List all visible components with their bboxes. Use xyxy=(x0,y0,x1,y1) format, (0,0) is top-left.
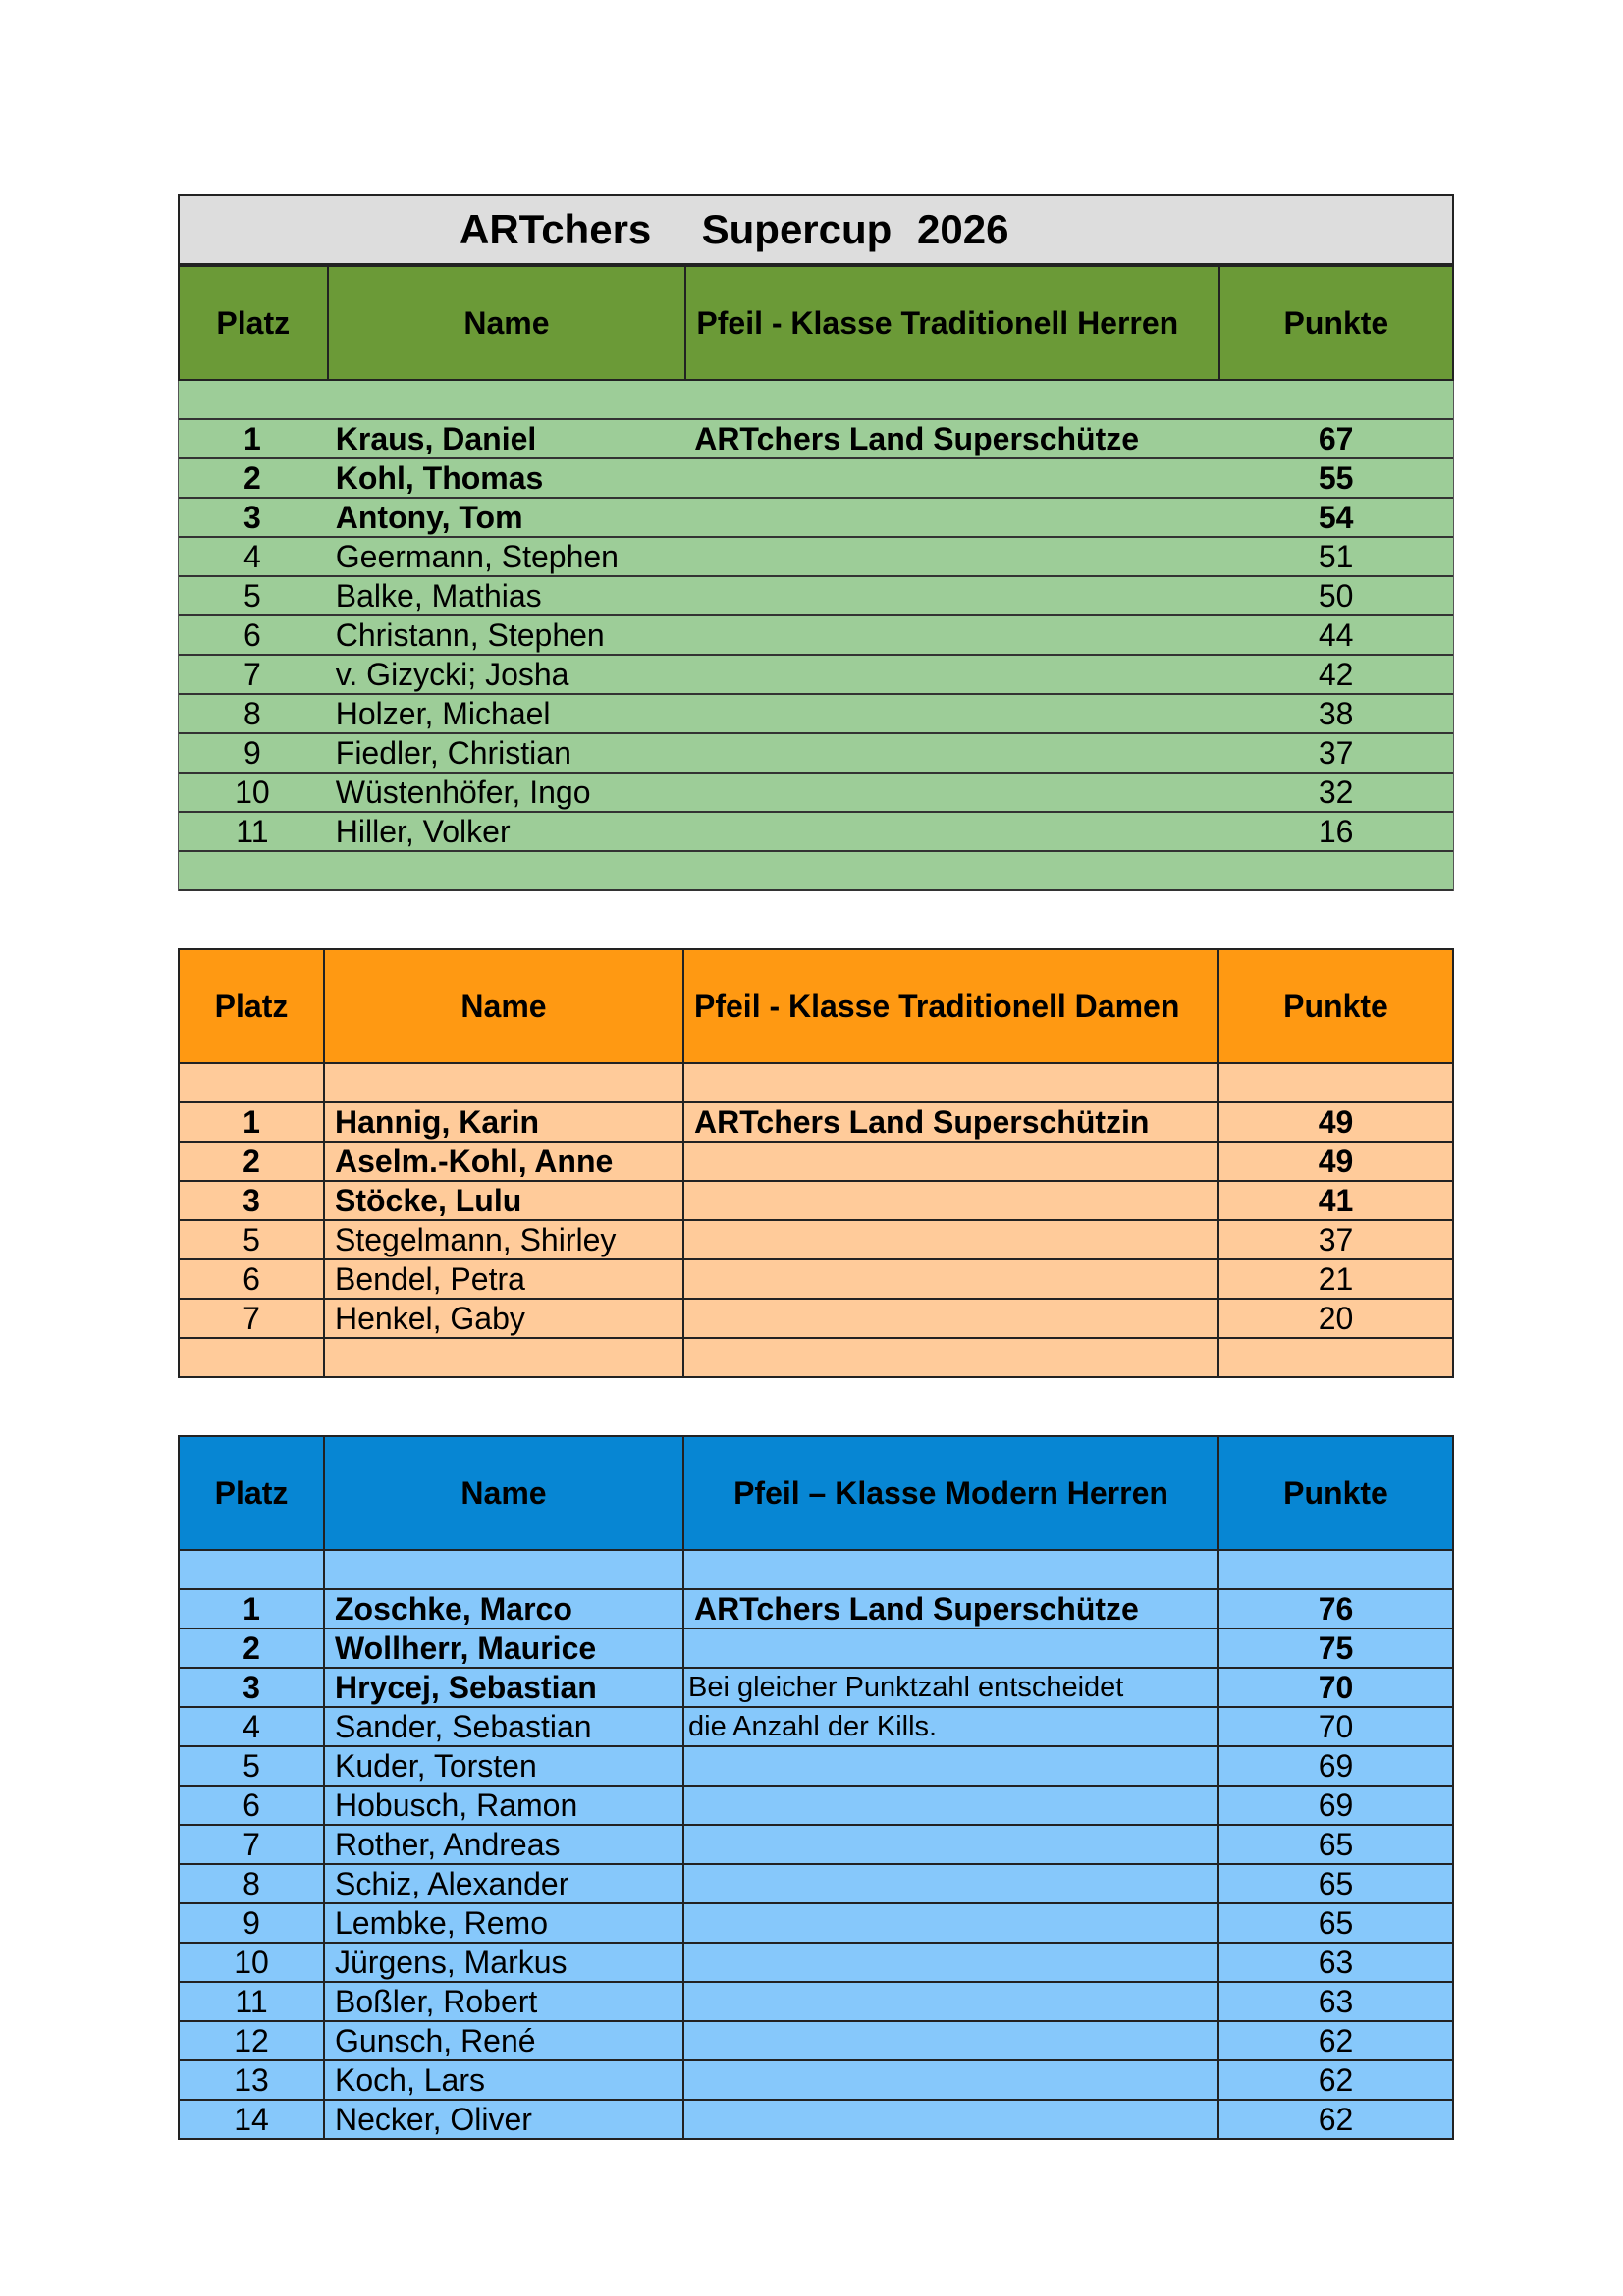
rank-cell: 4 xyxy=(243,538,261,574)
rank-cell: 8 xyxy=(243,695,261,731)
header-name: Name xyxy=(327,267,685,379)
rank-cell: 7 xyxy=(178,1300,325,1339)
table-body xyxy=(178,381,1454,891)
class-cell xyxy=(684,656,1218,693)
name-cell: Kohl, Thomas xyxy=(335,459,544,496)
rank-cell: 1 xyxy=(178,1103,325,1143)
header-place: Platz xyxy=(178,1435,325,1551)
table-row xyxy=(178,1629,1454,1669)
rank-cell: 2 xyxy=(178,1143,325,1182)
points-cell: 63 xyxy=(1219,1983,1454,2022)
rank-cell: 5 xyxy=(178,1221,325,1260)
name-cell: Hiller, Volker xyxy=(335,813,511,849)
class-cell xyxy=(684,1629,1219,1669)
rank-cell: 8 xyxy=(178,1865,325,1904)
title-part-2: Supercup 2026 xyxy=(701,206,1009,252)
points-cell: 41 xyxy=(1219,1182,1454,1221)
table-row xyxy=(179,420,1453,459)
table-row xyxy=(178,1669,1454,1708)
table-row xyxy=(178,1260,1454,1300)
class-cell xyxy=(684,2061,1219,2101)
class-cell: die Anzahl der Kills. xyxy=(684,1708,1219,1747)
table-row xyxy=(178,1221,1454,1260)
name-cell: Hrycej, Sebastian xyxy=(325,1669,684,1708)
name-cell: Fiedler, Christian xyxy=(335,734,571,771)
rank-cell: 7 xyxy=(243,656,261,692)
table-row xyxy=(179,577,1453,616)
points-cell: 67 xyxy=(1318,420,1354,456)
rank-cell: 5 xyxy=(178,1747,325,1787)
table-row xyxy=(179,734,1453,774)
class-cell xyxy=(684,2022,1219,2061)
title-part-1: ARTchers xyxy=(460,206,652,252)
name-cell: Stöcke, Lulu xyxy=(325,1182,684,1221)
table-row xyxy=(178,2061,1454,2101)
points-cell: 54 xyxy=(1318,499,1354,535)
points-cell: 62 xyxy=(1219,2022,1454,2061)
header-place: Platz xyxy=(178,948,325,1064)
table-header xyxy=(178,948,1454,1064)
points-cell: 70 xyxy=(1219,1669,1454,1708)
rank-cell: 4 xyxy=(178,1708,325,1747)
class-cell xyxy=(684,1260,1219,1300)
points-cell: 55 xyxy=(1318,459,1354,496)
table-row xyxy=(178,1590,1454,1629)
name-cell: v. Gizycki; Josha xyxy=(335,656,569,692)
class-cell xyxy=(684,1904,1219,1944)
rank-cell: 14 xyxy=(178,2101,325,2140)
table-row xyxy=(179,774,1453,813)
table-row xyxy=(178,1865,1454,1904)
class-cell xyxy=(684,1787,1219,1826)
table-traditionell-damen xyxy=(178,948,1454,1378)
rank-cell: 1 xyxy=(243,420,261,456)
name-cell: Christann, Stephen xyxy=(335,616,605,653)
header-class: Pfeil - Klasse Traditionell Damen xyxy=(684,948,1219,1064)
table-body xyxy=(178,1064,1454,1378)
name-cell: Wüstenhöfer, Ingo xyxy=(335,774,591,810)
class-cell xyxy=(684,734,1218,772)
class-cell xyxy=(684,577,1218,614)
class-cell xyxy=(684,1944,1219,1983)
rank-cell: 3 xyxy=(178,1182,325,1221)
table-row xyxy=(179,499,1453,538)
rank-cell: 6 xyxy=(243,616,261,653)
class-cell xyxy=(684,1826,1219,1865)
name-cell: Wollherr, Maurice xyxy=(325,1629,684,1669)
points-cell: 76 xyxy=(1219,1590,1454,1629)
points-cell: 37 xyxy=(1318,734,1354,771)
class-cell xyxy=(684,1983,1219,2022)
name-cell: Kraus, Daniel xyxy=(335,420,537,456)
name-cell: Hobusch, Ramon xyxy=(325,1787,684,1826)
table-row xyxy=(178,1944,1454,1983)
table-row xyxy=(179,538,1453,577)
header-place: Platz xyxy=(216,304,291,341)
class-cell xyxy=(684,538,1218,575)
name-cell: Antony, Tom xyxy=(335,499,523,535)
class-cell xyxy=(684,2101,1219,2140)
name-cell: Sander, Sebastian xyxy=(325,1708,684,1747)
header-class: Pfeil - Klasse Traditionell Herren xyxy=(684,267,1217,379)
name-cell: Jürgens, Markus xyxy=(325,1944,684,1983)
table-row xyxy=(178,1787,1454,1826)
rank-cell: 7 xyxy=(178,1826,325,1865)
name-cell: Hannig, Karin xyxy=(325,1103,684,1143)
rank-cell: 3 xyxy=(178,1669,325,1708)
points-cell: 16 xyxy=(1318,813,1354,849)
spacer-row xyxy=(178,1064,1454,1103)
name-cell: Zoschke, Marco xyxy=(325,1590,684,1629)
points-cell: 38 xyxy=(1318,695,1354,731)
rank-cell: 2 xyxy=(243,459,261,496)
spacer-row xyxy=(178,1551,1454,1590)
table-row xyxy=(179,656,1453,695)
class-cell xyxy=(684,1143,1219,1182)
table-row xyxy=(178,1143,1454,1182)
class-cell xyxy=(684,499,1218,536)
table-row xyxy=(178,1826,1454,1865)
class-cell xyxy=(684,1182,1219,1221)
table-row xyxy=(179,695,1453,734)
class-cell: ARTchers Land Superschütze xyxy=(684,1590,1219,1629)
rank-cell: 9 xyxy=(243,734,261,771)
class-cell xyxy=(684,616,1218,654)
spacer-row xyxy=(178,1339,1454,1378)
rank-cell: 9 xyxy=(178,1904,325,1944)
table-row xyxy=(178,1103,1454,1143)
class-cell xyxy=(684,1300,1219,1339)
name-cell: Geermann, Stephen xyxy=(335,538,619,574)
points-cell: 42 xyxy=(1318,656,1354,692)
rank-cell: 11 xyxy=(236,813,269,849)
name-cell: Aselm.-Kohl, Anne xyxy=(325,1143,684,1182)
rank-cell: 10 xyxy=(178,1944,325,1983)
name-cell: Holzer, Michael xyxy=(335,695,551,731)
table-row xyxy=(179,813,1453,852)
class-cell: ARTchers Land Superschützin xyxy=(684,1103,1219,1143)
name-cell: Schiz, Alexander xyxy=(325,1865,684,1904)
points-cell: 49 xyxy=(1219,1143,1454,1182)
table-row xyxy=(178,1983,1454,2022)
class-cell xyxy=(684,1221,1219,1260)
rank-cell: 10 xyxy=(235,774,270,810)
points-cell: 32 xyxy=(1318,774,1354,810)
points-cell: 70 xyxy=(1219,1708,1454,1747)
table-row xyxy=(178,1747,1454,1787)
points-cell: 69 xyxy=(1219,1747,1454,1787)
points-cell: 75 xyxy=(1219,1629,1454,1669)
header-points: Punkte xyxy=(1219,1435,1454,1551)
points-cell: 62 xyxy=(1219,2101,1454,2140)
name-cell: Balke, Mathias xyxy=(335,577,542,614)
table-body xyxy=(178,1551,1454,2140)
points-cell: 63 xyxy=(1219,1944,1454,1983)
name-cell: Boßler, Robert xyxy=(325,1983,684,2022)
table-traditionell-herren xyxy=(178,194,1454,891)
table-row xyxy=(179,459,1453,499)
name-cell: Kuder, Torsten xyxy=(325,1747,684,1787)
header-name: Name xyxy=(325,1435,684,1551)
name-cell: Koch, Lars xyxy=(325,2061,684,2101)
header-name: Name xyxy=(325,948,684,1064)
class-cell: ARTchers Land Superschütze xyxy=(694,420,1140,456)
rank-cell: 6 xyxy=(178,1260,325,1300)
header-class: Pfeil – Klasse Modern Herren xyxy=(684,1435,1219,1551)
table-row xyxy=(179,616,1453,656)
class-cell xyxy=(684,813,1218,850)
class-cell xyxy=(684,774,1218,811)
spacer-row xyxy=(179,852,1453,891)
table-header xyxy=(178,1435,1454,1551)
class-cell xyxy=(684,695,1218,732)
class-cell xyxy=(684,1747,1219,1787)
table-modern-herren xyxy=(178,1435,1454,2140)
header-points: Punkte xyxy=(1218,267,1452,379)
table-row xyxy=(178,1300,1454,1339)
points-cell: 49 xyxy=(1219,1103,1454,1143)
rank-cell: 2 xyxy=(178,1629,325,1669)
table-row xyxy=(178,2022,1454,2061)
name-cell: Henkel, Gaby xyxy=(325,1300,684,1339)
points-cell: 65 xyxy=(1219,1904,1454,1944)
table-row xyxy=(178,2101,1454,2140)
rank-cell: 5 xyxy=(243,577,261,614)
table-header xyxy=(178,265,1454,381)
header-points: Punkte xyxy=(1219,948,1454,1064)
page-title xyxy=(178,194,1454,265)
points-cell: 50 xyxy=(1318,577,1354,614)
points-cell: 21 xyxy=(1219,1260,1454,1300)
name-cell: Gunsch, René xyxy=(325,2022,684,2061)
class-cell xyxy=(684,459,1218,497)
name-cell: Bendel, Petra xyxy=(325,1260,684,1300)
rank-cell: 12 xyxy=(178,2022,325,2061)
class-cell xyxy=(684,1865,1219,1904)
points-cell: 44 xyxy=(1318,616,1354,653)
table-row xyxy=(178,1182,1454,1221)
name-cell: Lembke, Remo xyxy=(325,1904,684,1944)
points-cell: 20 xyxy=(1219,1300,1454,1339)
rank-cell: 3 xyxy=(243,499,261,535)
name-cell: Rother, Andreas xyxy=(325,1826,684,1865)
points-cell: 37 xyxy=(1219,1221,1454,1260)
points-cell: 51 xyxy=(1318,538,1354,574)
class-cell: Bei gleicher Punktzahl entscheidet xyxy=(684,1669,1219,1708)
points-cell: 62 xyxy=(1219,2061,1454,2101)
rank-cell: 1 xyxy=(178,1590,325,1629)
rank-cell: 6 xyxy=(178,1787,325,1826)
points-cell: 69 xyxy=(1219,1787,1454,1826)
name-cell: Necker, Oliver xyxy=(325,2101,684,2140)
rank-cell: 11 xyxy=(178,1983,325,2022)
spacer-row xyxy=(179,381,1453,420)
points-cell: 65 xyxy=(1219,1826,1454,1865)
table-row xyxy=(178,1904,1454,1944)
rank-cell: 13 xyxy=(178,2061,325,2101)
name-cell: Stegelmann, Shirley xyxy=(325,1221,684,1260)
points-cell: 65 xyxy=(1219,1865,1454,1904)
table-row xyxy=(178,1708,1454,1747)
